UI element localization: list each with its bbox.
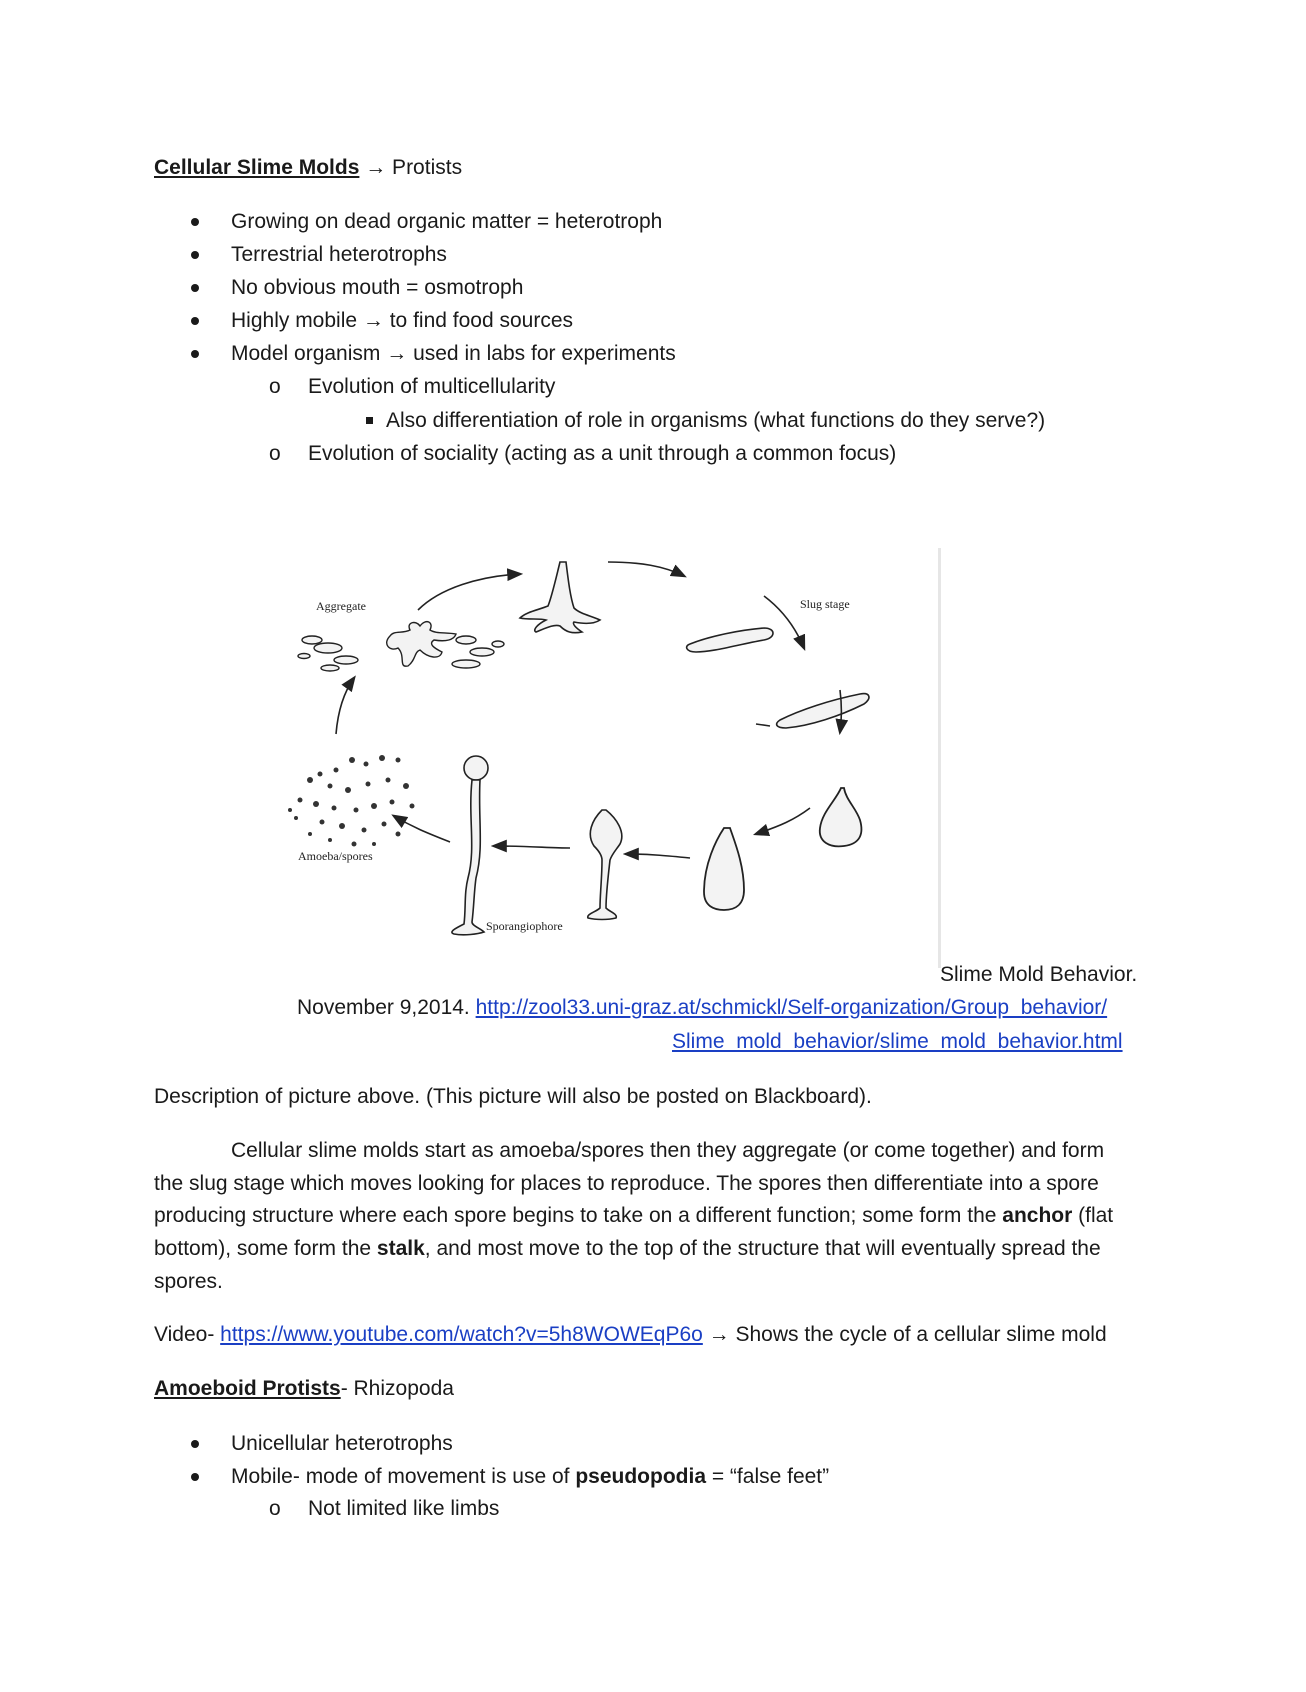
paragraph-text: , and most move to the top of the structure that will eventually spread the: [424, 1237, 1101, 1260]
sub-list-item: Not limited like limbs: [308, 1497, 500, 1520]
arrow-young-to-mature: [494, 846, 570, 848]
video-line: [154, 1322, 1107, 1348]
list-item: No obvious mouth = osmotroph: [231, 276, 524, 299]
early-culminant-shape: [704, 828, 744, 910]
sub-list-item: Evolution of sociality (acting as a unit through a common focus): [308, 442, 897, 465]
label-slug-stage: Slug stage: [800, 597, 850, 611]
paragraph-text: bottom), some form the: [154, 1237, 377, 1260]
arrow-spores-to-aggregate: [336, 678, 354, 734]
arrow-aggregate-to-mound: [418, 574, 520, 610]
bullet-icon: [191, 218, 199, 226]
arrow-culminant-to-young: [626, 854, 690, 858]
term-stalk: stalk: [376, 1237, 425, 1260]
arrow-mature-to-spores: [394, 816, 450, 842]
arrow-slug-to-migrating: [764, 596, 804, 648]
list-item: Terrestrial heterotrophs: [231, 243, 447, 266]
sub-bullet-icon: o: [269, 1497, 281, 1520]
citation-date: November 9,2014.: [297, 996, 470, 1019]
sub-bullet-icon: o: [269, 375, 281, 398]
arrow-bulb-to-culminant: [756, 808, 810, 834]
video-suffix: → Shows the cycle of a cellular slime mold: [702, 1323, 1107, 1346]
citation-line-2: [672, 1029, 1123, 1055]
citation-link-continued[interactable]: Slime_mold_behavior/slime_mold_behavior.html: [672, 1030, 1123, 1053]
label-aggregate: Aggregate: [316, 599, 366, 613]
paragraph-text: producing structure where each spore begins to take on a different function; some form the: [154, 1204, 1003, 1227]
slug-shape: [687, 628, 773, 652]
list-item: Growing on dead organic matter = heterotroph: [231, 210, 663, 233]
paragraph-line: [154, 1203, 1113, 1229]
list-item: Unicellular heterotrophs: [231, 1432, 453, 1455]
citation-title: Slime Mold Behavior.: [940, 963, 1138, 986]
culminating-bulb-shape: [820, 788, 862, 846]
cycle-arrows: [336, 562, 842, 858]
sub-list-item: Evolution of multicellularity: [308, 375, 556, 398]
paragraph-line: Cellular slime molds start as amoeba/spores then they aggregate (or come together) and form: [231, 1139, 1105, 1162]
list-item-text: = “false feet”: [706, 1465, 830, 1488]
heading-suffix: - Rhizopoda: [340, 1377, 454, 1400]
heading-text: Cellular Slime Molds: [154, 156, 360, 179]
bullet-icon: [191, 350, 199, 358]
heading-suffix: → Protists: [359, 156, 463, 179]
bullet-icon: [191, 317, 199, 325]
aggregate-shape: [298, 622, 504, 671]
citation-link[interactable]: http://zool33.uni-graz.at/schmickl/Self-organization/Group_behavior/: [475, 996, 1108, 1019]
square-bullet-icon: [366, 417, 373, 424]
bullet-icon: [191, 251, 199, 259]
bullet-icon: [191, 1473, 199, 1481]
description-lead: Description of picture above. (This picture will also be posted on Blackboard).: [154, 1085, 872, 1108]
sub-bullet-icon: o: [269, 442, 281, 465]
slime-mold-life-cycle-diagram: [270, 548, 945, 988]
paragraph-text: (flat: [1072, 1204, 1114, 1227]
term-pseudopodia: pseudopodia: [575, 1465, 706, 1488]
list-item: [231, 1464, 829, 1490]
list-item: Highly mobile → to find food sources: [231, 309, 573, 332]
citation-line: [297, 995, 1107, 1021]
section-heading-amoeboid: [154, 1376, 454, 1402]
video-prefix: Video-: [154, 1323, 221, 1346]
paragraph-line: [154, 1236, 1101, 1262]
arrow-mound-to-slug: [608, 562, 684, 576]
section-heading-slime-molds: [154, 155, 462, 181]
migrating-slug-shape: [756, 694, 869, 728]
mature-sporangiophore-shape: [452, 756, 488, 935]
list-item-text: Mobile- mode of movement is use of: [231, 1465, 576, 1488]
paragraph-line: the slug stage which moves looking for places to reproduce. The spores then differentiate into a spore: [154, 1172, 1099, 1195]
paragraph-line: spores.: [154, 1270, 223, 1293]
label-sporangiophore: Sporangiophore: [486, 919, 563, 933]
term-anchor: anchor: [1002, 1204, 1073, 1227]
bullet-icon: [191, 284, 199, 292]
amoeba-spores-dots: [288, 755, 415, 847]
bullet-icon: [191, 1440, 199, 1448]
young-sporangiophore-shape: [588, 810, 622, 920]
label-amoeba-spores: Amoeba/spores: [298, 849, 373, 863]
culminant-mound-shape: [520, 562, 600, 633]
heading-text: Amoeboid Protists: [154, 1377, 341, 1400]
list-item: Model organism → used in labs for experiments: [231, 342, 676, 365]
video-link[interactable]: https://www.youtube.com/watch?v=5h8WOWEqP6o: [220, 1323, 703, 1346]
sub-sub-list-item: Also differentiation of role in organisms (what functions do they serve?): [386, 409, 1046, 432]
